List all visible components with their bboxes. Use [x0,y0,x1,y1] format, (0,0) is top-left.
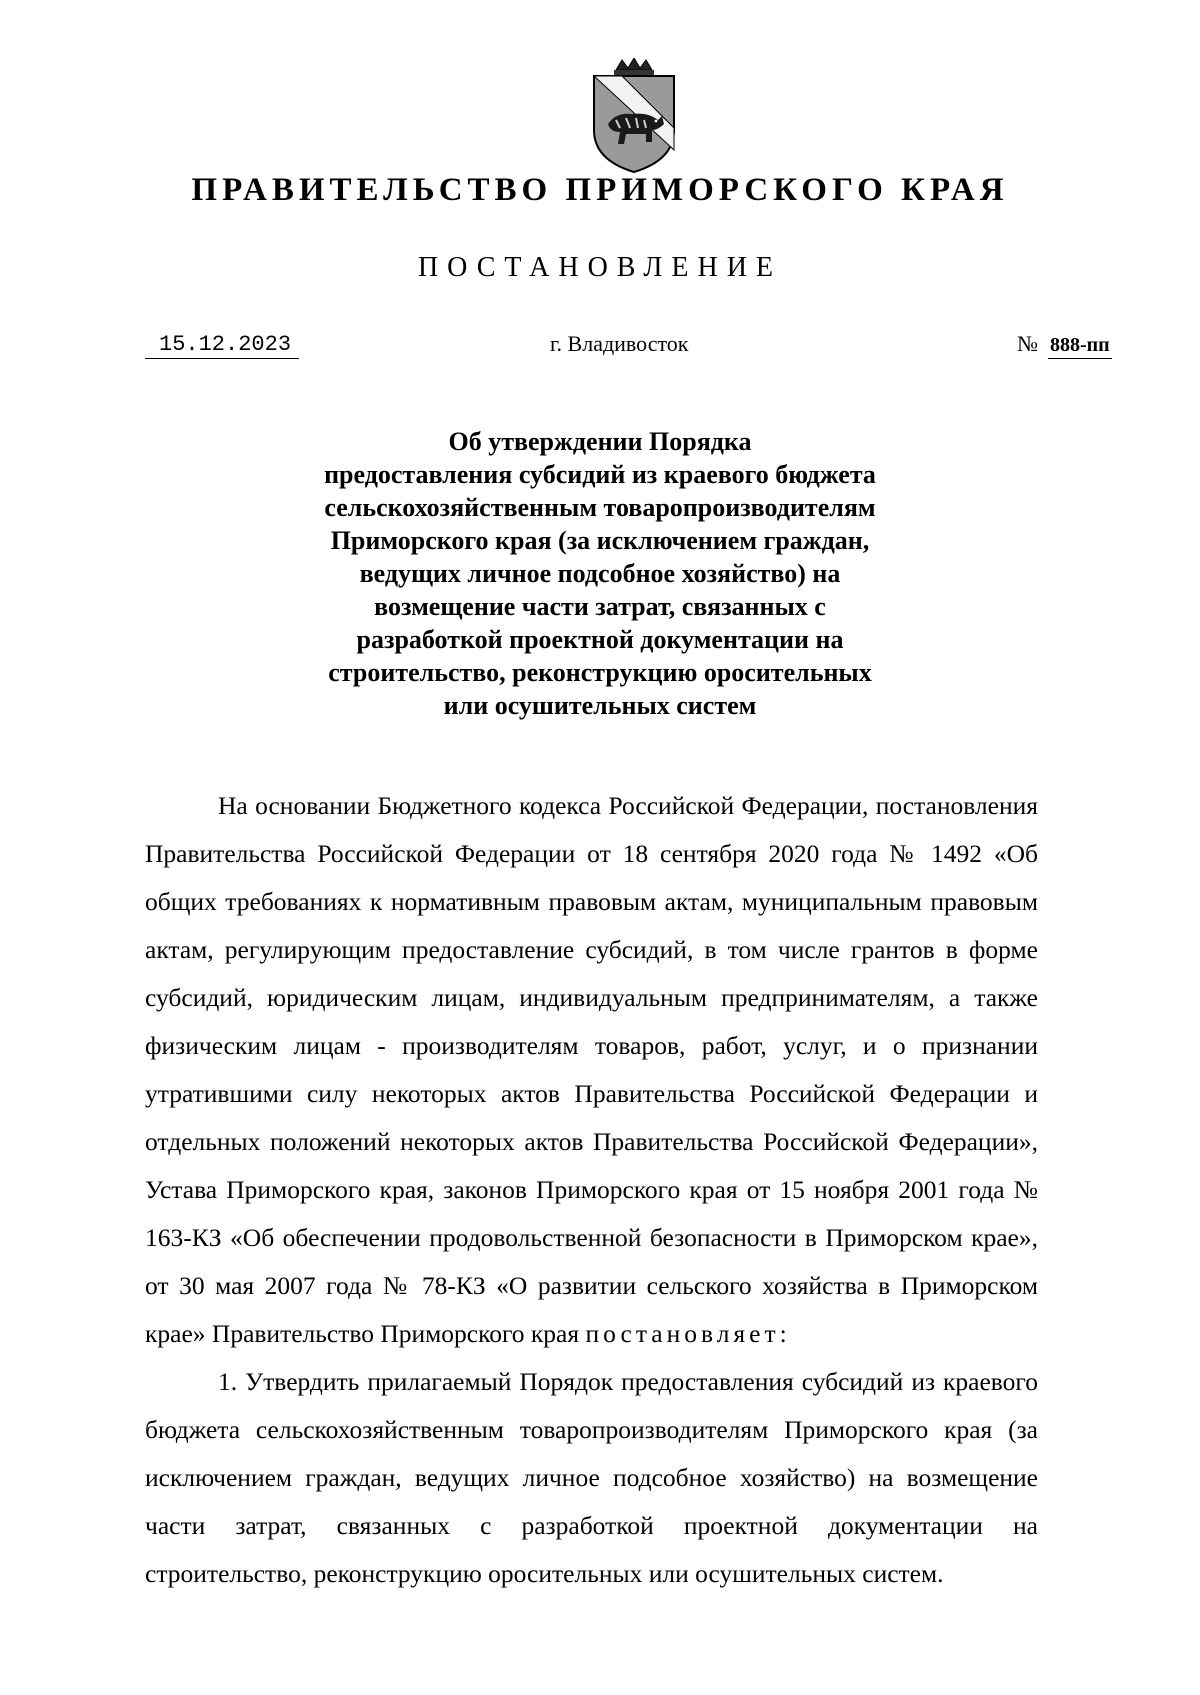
number-sign: № [1017,331,1038,356]
title-line: ведущих личное подсобное хозяйство) на [359,559,841,588]
title-line: Приморского края (за исключением граждан, [330,526,870,555]
item-1-paragraph: 1. Утвердить прилагаемый Порядок предоставления субсидий из краевого бюджета сельскохозяйственным товаропроизводителям Приморского края (за исключением граждан, ведущих личное подсобное хозяйство) на возмещение части затрат, связанных с разработкой проектной документации на строительство, реконструкцию оросительных или осушительных систем. [145,1367,1038,1588]
title-line: разработкой проектной документации на [356,625,844,654]
decree-title [250,425,950,722]
coat-of-arms-emblem [586,58,682,176]
title-line: Об утверждении Порядка [448,427,752,456]
preamble-paragraph [145,782,1038,1358]
title-line: возмещение части затрат, связанных с [374,592,826,621]
title-line: или осушительных систем [443,691,757,720]
coat-of-arms-tiger-icon [586,58,682,176]
title-line: предоставления субсидий из краевого бюджета [324,460,876,489]
document-date: 15.12.2023 [145,332,299,359]
preamble-text: На основании Бюджетного кодекса Российской Федерации, постановления Правительства Российской Федерации от 18 сентября 2020 года № 1492 «Об общих требованиях к нормативным правовым актам, муниципальным правовым актам, регулирующим предоставление субсидий, в том числе грантов в форме субсидий, юридическим лицам, индивидуальным предпринимателям, а также физическим лицам - производителям товаров, работ, услуг, и о признании утратившими силу некоторых актов Правительства Российской Федерации и отдельных положений некоторых актов Правительства Российской Федерации», Устава Приморского края, законов Приморского края от 15 ноября 2001 года № 163-КЗ «Об обеспечении продовольственной безопасности в Приморском крае», от 30 мая 2007 года № 78-КЗ «О развитии сельского хозяйства в Приморском крае» Правительство Приморского края [145,791,1038,1348]
title-line: строительство, реконструкцию оросительных [328,658,872,687]
title-line: сельскохозяйственным товаропроизводителям [324,493,876,522]
document-number [1017,331,1112,359]
resolves-word: постановляет: [585,1319,791,1348]
document-city: г. Владивосток [550,331,689,356]
document-type: ПОСТАНОВЛЕНИЕ [417,252,783,283]
number-value: 888-пп [1048,332,1112,359]
decree-body [145,782,1038,1598]
government-title: ПРАВИТЕЛЬСТВО ПРИМОРСКОГО КРАЯ [191,172,1009,208]
